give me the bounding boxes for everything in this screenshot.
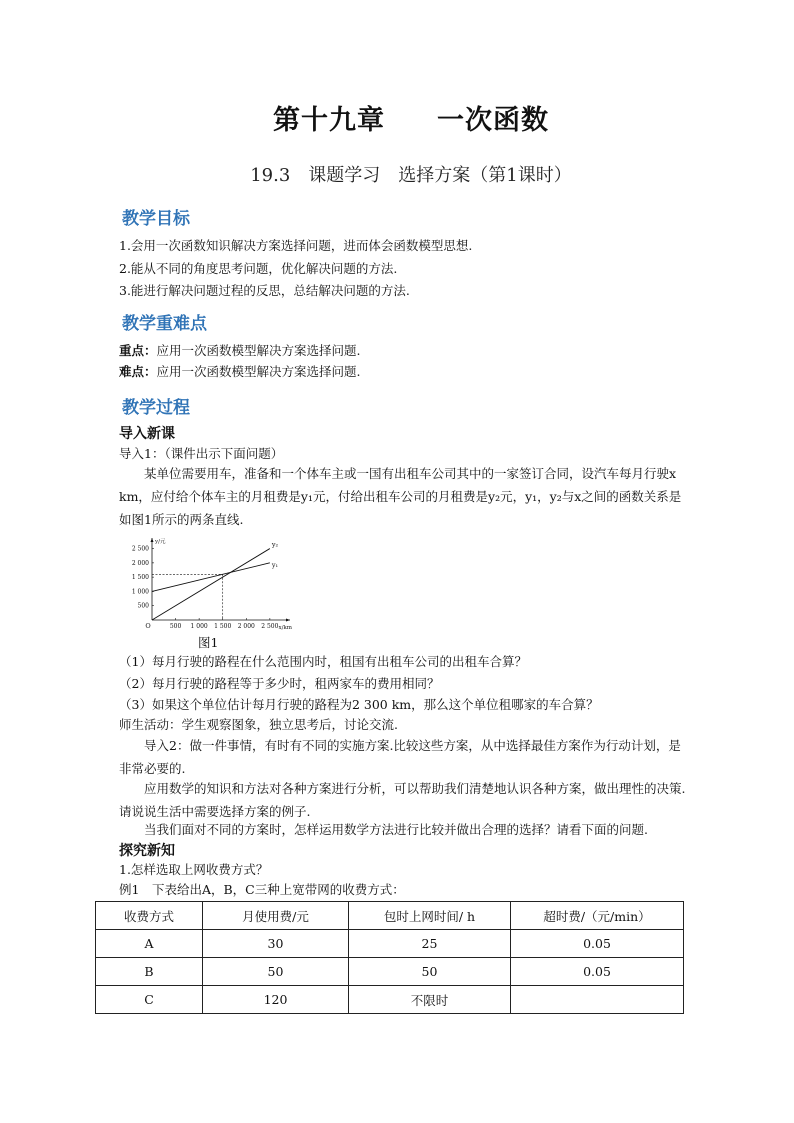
question-1: （1）每月行驶的路程在什么范围内时，租国有出租车公司的出租车合算？	[119, 654, 527, 669]
series-label: y₁	[271, 560, 279, 569]
lesson-title: 19.3 课题学习 选择方案（第1课时）	[250, 165, 572, 186]
key-label: 重点：	[119, 343, 157, 358]
heading-keypoints: 教学重难点	[122, 314, 207, 334]
table-cell: A	[96, 930, 203, 958]
x-tick-label: 2 000	[237, 623, 255, 630]
series-label: y₂	[271, 540, 279, 549]
table-cell	[511, 986, 684, 1014]
heading-process: 教学过程	[122, 398, 190, 418]
x-tick-label: 1 500	[214, 623, 232, 630]
figure-caption: 图1	[198, 635, 219, 650]
objective-item: 3.能进行解决问题过程的反思，总结解决问题的方法.	[119, 283, 410, 298]
objective-item: 2.能从不同的角度思考问题，优化解决问题的方法.	[119, 261, 398, 276]
x-axis-arrow	[286, 619, 290, 622]
line-chart	[118, 536, 298, 630]
apply-paragraph: 应用数学的知识和方法对各种方案进行分析，可以帮助我们清楚地认识各种方案，做出理性的决策.请说说生活中需要选择方案的例子.	[119, 781, 686, 819]
table-cell: 50	[349, 958, 511, 986]
table-header-row	[96, 902, 684, 930]
key-point	[119, 343, 361, 359]
table-cell: C	[96, 986, 203, 1014]
y-tick-label: 2 000	[131, 559, 149, 567]
explore-item: 1.怎样选取上网收费方式？	[119, 862, 269, 877]
table-cell: 0.05	[511, 930, 684, 958]
objective-item: 1.会用一次函数知识解决方案选择问题，进而体会函数模型思想.	[119, 238, 473, 253]
difficult-point	[119, 364, 361, 380]
difficult-text: 应用一次函数模型解决方案选择问题.	[156, 364, 361, 379]
intro-heading: 导入新课	[119, 426, 175, 442]
table-header-cell: 收费方式	[96, 902, 203, 930]
table-cell: 不限时	[349, 986, 511, 1014]
table-row	[96, 958, 684, 986]
fee-table	[95, 901, 684, 1014]
table-cell: 120	[203, 986, 349, 1014]
series-line-2	[152, 563, 270, 592]
y-tick-label: 1 500	[131, 574, 149, 582]
activity-text: 师生活动：学生观察图象，独立思考后，讨论交流.	[119, 717, 398, 732]
table-header-cell: 超时费/（元/min）	[511, 902, 684, 930]
x-tick-label: 1 000	[190, 623, 208, 630]
table-cell: 0.05	[511, 958, 684, 986]
difficult-label: 难点：	[119, 364, 157, 379]
example-text: 例1 下表给出A，B，C三种上宽带网的收费方式：	[119, 882, 405, 897]
chapter-number: 第十九章	[273, 105, 385, 136]
table-row	[96, 986, 684, 1014]
question-3: （3）如果这个单位估计每月行驶的路程为2 300 km，那么这个单位租哪家的车合算？	[119, 697, 599, 712]
y-tick-label: 1 000	[131, 588, 149, 596]
table-header-cell: 包时上网时间/ h	[349, 902, 511, 930]
y-tick-label: 500	[137, 602, 149, 610]
table-cell: 25	[349, 930, 511, 958]
table-row	[96, 930, 684, 958]
table-cell: 30	[203, 930, 349, 958]
problem-paragraph: 某单位需要用车，准备和一个体车主或一国有出租车公司其中的一家签订合同，设汽车每月行驶x km，应付给个体车主的月租费是y₁元，付给出租车公司的月租费是y₂元，y₁，y₂与x之间的函数关系是如图1所示的两条直线.	[119, 466, 682, 527]
y-axis-arrow	[151, 538, 154, 542]
question-2: （2）每月行驶的路程等于多少时，租两家车的费用相同？	[119, 676, 440, 691]
intro1: 导入1：（课件出示下面问题）	[119, 446, 284, 461]
key-text: 应用一次函数模型解决方案选择问题.	[156, 343, 361, 358]
chapter-name: 一次函数	[437, 105, 549, 136]
heading-objectives: 教学目标	[122, 209, 190, 229]
chapter-title	[0, 98, 794, 137]
table-header-cell: 月使用费/元	[203, 902, 349, 930]
explore-heading: 探究新知	[119, 843, 175, 859]
table-cell: 50	[203, 958, 349, 986]
x-tick-label: 2 500	[261, 623, 279, 630]
x-axis-label: x/km	[278, 625, 292, 630]
intro2-paragraph: 导入2：做一件事情，有时有不同的实施方案.比较这些方案，从中选择最佳方案作为行动计划，是非常必要的.	[119, 738, 681, 776]
series-line-1	[152, 549, 270, 620]
y-axis-label: y/元	[155, 539, 166, 545]
table-cell: B	[96, 958, 203, 986]
question-paragraph: 当我们面对不同的方案时，怎样运用数学方法进行比较并做出合理的选择？请看下面的问题.	[144, 822, 648, 837]
origin-label: O	[145, 622, 151, 630]
y-tick-label: 2 500	[131, 545, 149, 553]
x-tick-label: 500	[169, 623, 182, 630]
